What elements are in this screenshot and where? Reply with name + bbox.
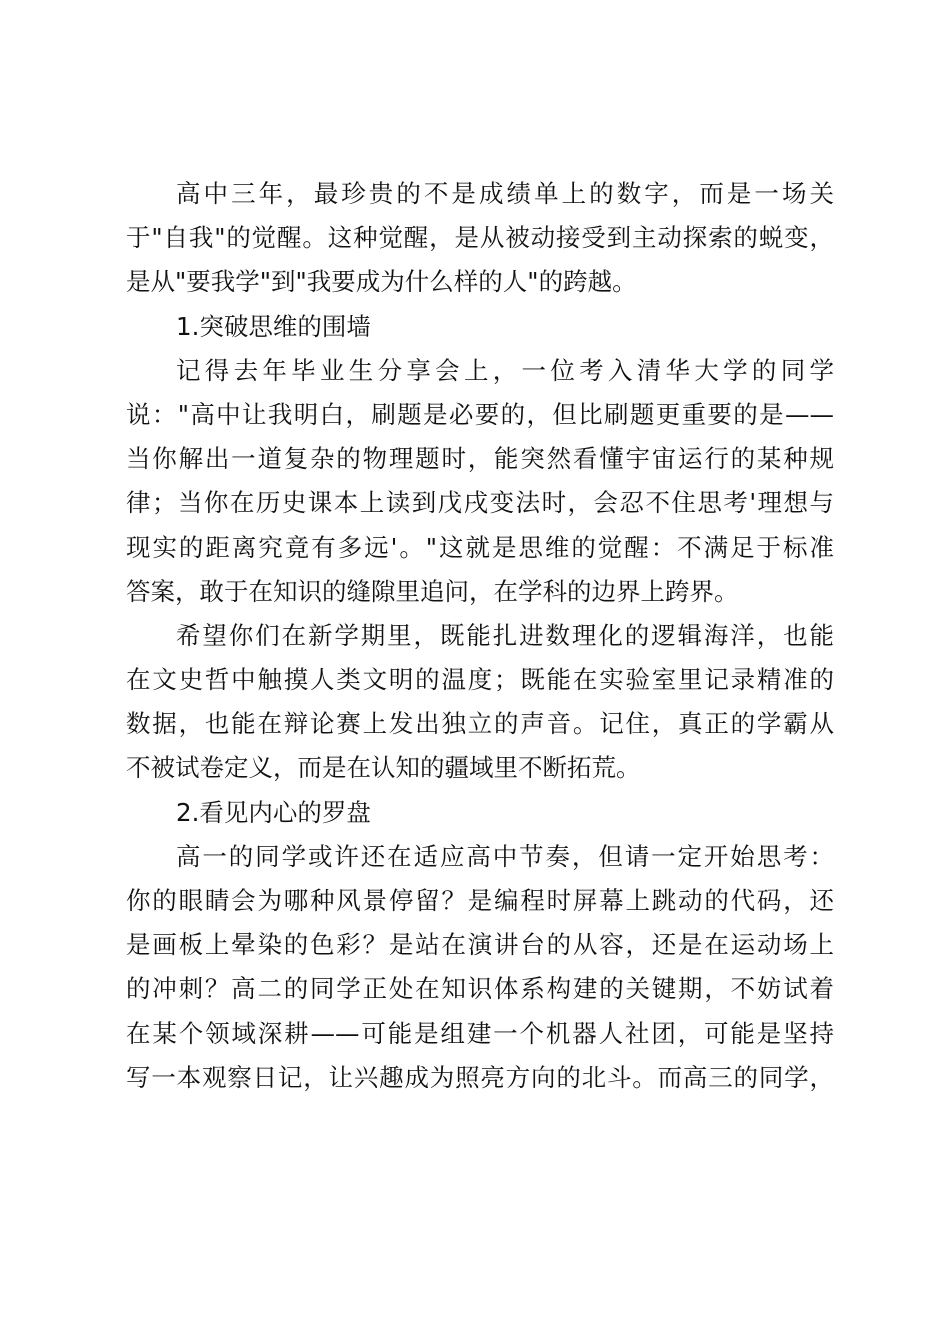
body-text	[126, 172, 834, 1100]
paragraph-line: 高中三年，最珍贵的不是成绩单上的数字，而是一场关	[176, 179, 834, 208]
paragraph-line: 写一本观察日记，让兴趣成为照亮方向的北斗。而高三的同学，	[126, 1062, 834, 1092]
paragraph-line: 是从"要我学"到"我要成为什么样的人"的跨越。	[126, 267, 637, 297]
paragraph-line: 于"自我"的觉醒。这种觉醒，是从被动接受到主动探索的蜕变，	[126, 223, 834, 253]
paragraph-line: 的冲刺？高二的同学正处在知识体系构建的关键期，不妨试着	[126, 974, 834, 1004]
paragraph-line: 说："高中让我明白，刷题是必要的，但比刷题更重要的是——	[126, 399, 834, 429]
section-heading: 1.突破思维的围墙	[176, 311, 371, 341]
paragraph-line: 是画板上晕染的色彩？是站在演讲台的从容，还是在运动场上	[126, 930, 834, 960]
paragraph-line: 高一的同学或许还在适应高中节奏，但请一定开始思考：	[176, 841, 834, 871]
paragraph-line: 在文史哲中触摸人类文明的温度；既能在实验室里记录精准的	[126, 665, 834, 695]
paragraph-line: 不被试卷定义，而是在认知的疆域里不断拓荒。	[126, 753, 641, 783]
paragraph-line: 你的眼睛会为哪种风景停留？是编程时屏幕上跳动的代码，还	[126, 886, 834, 915]
paragraph-line: 希望你们在新学期里，既能扎进数理化的逻辑海洋，也能	[176, 620, 834, 650]
paragraph-line: 数据，也能在辩论赛上发出独立的声音。记住，真正的学霸从	[126, 709, 834, 739]
paragraph-line: 答案，敢于在知识的缝隙里追问，在学科的边界上跨界。	[126, 576, 739, 606]
paragraph-line: 现实的距离究竟有多远'。"这就是思维的觉醒：不满足于标准	[126, 532, 834, 562]
paragraph-line: 律；当你在历史课本上读到戊戌变法时，会忍不住思考'理想与	[126, 488, 834, 518]
paragraph-line: 当你解出一道复杂的物理题时，能突然看懂宇宙运行的某种规	[126, 444, 834, 474]
paragraph-line: 在某个领域深耕——可能是组建一个机器人社团，可能是坚持	[126, 1018, 834, 1048]
paragraph-line: 记得去年毕业生分享会上，一位考入清华大学的同学	[176, 355, 834, 385]
section-heading: 2.看见内心的罗盘	[176, 797, 371, 827]
